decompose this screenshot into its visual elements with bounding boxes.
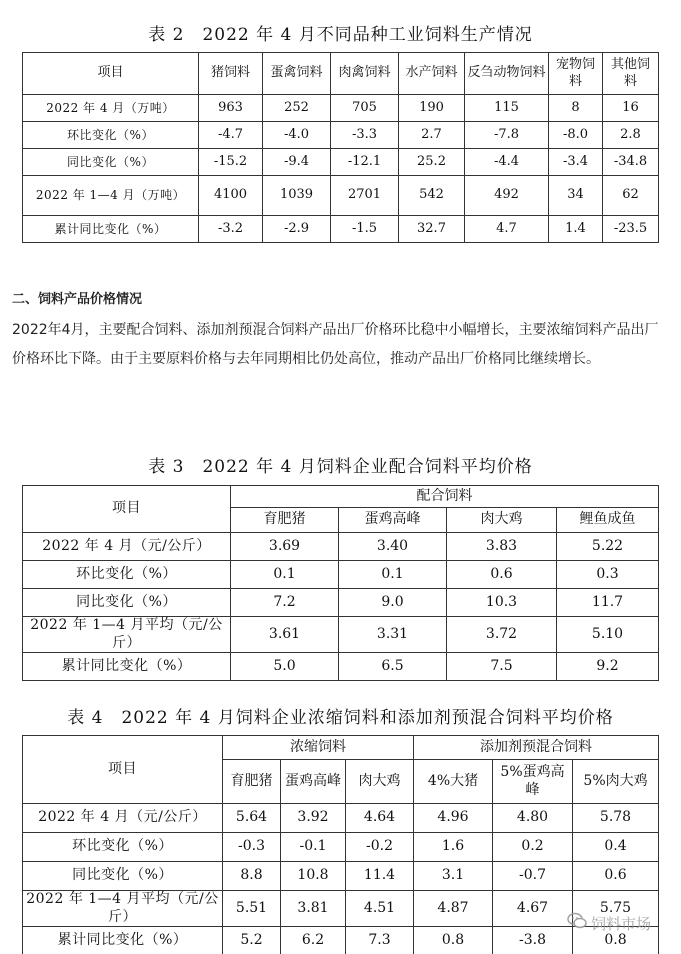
table-cell: 5.75 <box>573 891 659 927</box>
table-cell: -0.2 <box>346 833 414 862</box>
table-cell: -34.8 <box>603 149 659 176</box>
table-cell: 0.8 <box>573 927 659 954</box>
row-label: 2022 年 4 月（元/公斤） <box>23 533 231 561</box>
table-row <box>23 216 659 243</box>
row-label: 2022 年 4 月（万吨） <box>23 95 199 122</box>
table-cell: 62 <box>603 176 659 216</box>
table4-group-header: 浓缩饲料 <box>223 736 414 760</box>
table-cell: 492 <box>465 176 549 216</box>
table-cell: 3.81 <box>281 891 346 927</box>
table-cell: -12.1 <box>331 149 399 176</box>
table-cell: 7.3 <box>346 927 414 954</box>
table-cell: 25.2 <box>399 149 465 176</box>
table-cell: -7.8 <box>465 122 549 149</box>
table3 <box>22 485 659 681</box>
table-cell: 11.4 <box>346 862 414 891</box>
table-cell: 3.92 <box>281 804 346 833</box>
table-cell: 1039 <box>263 176 331 216</box>
table-cell: 5.51 <box>223 891 281 927</box>
table-row <box>23 561 659 589</box>
table3-item-header: 项目 <box>23 486 231 533</box>
watermark-text: 饲料市场 <box>591 914 652 933</box>
table3-subheader: 育肥猪 <box>231 508 339 533</box>
table-cell: 4.51 <box>346 891 414 927</box>
table4-group-header: 添加剂预混合饲料 <box>414 736 659 760</box>
table-row <box>23 927 659 954</box>
table-cell: 3.1 <box>414 862 493 891</box>
table2-header-cell: 水产饲料 <box>399 53 465 95</box>
table-cell: 705 <box>331 95 399 122</box>
table4-group-row <box>23 736 659 760</box>
row-label: 同比变化（%） <box>23 862 223 891</box>
table2-header-row <box>23 53 659 95</box>
table-row <box>23 533 659 561</box>
table-cell: -3.8 <box>493 927 573 954</box>
table-cell: 542 <box>399 176 465 216</box>
table-cell: 4.64 <box>346 804 414 833</box>
table4-caption: 表 4 2022 年 4 月饲料企业浓缩饲料和添加剂预混合饲料平均价格 <box>67 708 614 728</box>
table2 <box>22 52 659 243</box>
table-cell: 3.61 <box>231 617 339 653</box>
table3-group-header: 配合饲料 <box>231 486 659 508</box>
row-label: 环比变化（%） <box>23 561 231 589</box>
table-cell: -4.7 <box>199 122 263 149</box>
table-cell: 0.1 <box>339 561 447 589</box>
table-cell: -0.3 <box>223 833 281 862</box>
watermark <box>567 912 651 934</box>
table2-header-cell: 反刍动物饲料 <box>465 53 549 95</box>
table-cell: -2.9 <box>263 216 331 243</box>
table-row <box>23 891 659 927</box>
table-cell: -3.2 <box>199 216 263 243</box>
table-cell: 32.7 <box>399 216 465 243</box>
table-cell: 9.0 <box>339 589 447 617</box>
table-cell: -23.5 <box>603 216 659 243</box>
row-label: 2022 年 1—4 月平均（元/公斤） <box>23 891 223 927</box>
table4-subheader: 5%蛋鸡高峰 <box>493 760 573 804</box>
table-cell: -8.0 <box>549 122 603 149</box>
table-row <box>23 149 659 176</box>
wechat-icon <box>567 912 587 934</box>
table-cell: 0.8 <box>414 927 493 954</box>
table-cell: 4.7 <box>465 216 549 243</box>
table-cell: 5.78 <box>573 804 659 833</box>
table-cell: 0.4 <box>573 833 659 862</box>
table4-subheader: 4%大猪 <box>414 760 493 804</box>
table-cell: 0.1 <box>231 561 339 589</box>
table-cell: 5.0 <box>231 653 339 681</box>
table-cell: 252 <box>263 95 331 122</box>
table4-subheader: 肉大鸡 <box>346 760 414 804</box>
table-cell: 4.96 <box>414 804 493 833</box>
row-label: 同比变化（%） <box>23 149 199 176</box>
table-cell: -4.4 <box>465 149 549 176</box>
section-heading: 二、饲料产品价格情况 <box>12 292 143 307</box>
table3-group-row <box>23 486 659 508</box>
table-row <box>23 804 659 833</box>
table-cell: 1.6 <box>414 833 493 862</box>
row-label: 环比变化（%） <box>23 833 223 862</box>
table-cell: 2.8 <box>603 122 659 149</box>
table-cell: 4.87 <box>414 891 493 927</box>
table-cell: -3.3 <box>331 122 399 149</box>
table-cell: 3.31 <box>339 617 447 653</box>
table-cell: 1.4 <box>549 216 603 243</box>
table-cell: -4.0 <box>263 122 331 149</box>
table2-header-cell: 宠物饲料 <box>549 53 603 95</box>
table-row <box>23 122 659 149</box>
table-row <box>23 617 659 653</box>
table2-header-cell: 肉禽饲料 <box>331 53 399 95</box>
table-row <box>23 95 659 122</box>
table-cell: -1.5 <box>331 216 399 243</box>
table-cell: 4100 <box>199 176 263 216</box>
row-label: 2022 年 4 月（元/公斤） <box>23 804 223 833</box>
table-cell: -0.7 <box>493 862 573 891</box>
table-cell: 11.7 <box>557 589 659 617</box>
table-cell: 8.8 <box>223 862 281 891</box>
table-cell: 0.3 <box>557 561 659 589</box>
table-row <box>23 833 659 862</box>
section-paragraph: 2022年4月，主要配合饲料、添加剂预混合饲料产品出厂价格环比稳中小幅增长，主要浓缩饲料产品出厂价格环比下降。由于主要原料价格与去年同期相比仍处高位，推动产品出厂价格同比继续增长。 <box>12 322 659 367</box>
table4-item-header: 项目 <box>23 736 223 804</box>
table-cell: 3.69 <box>231 533 339 561</box>
row-label: 环比变化（%） <box>23 122 199 149</box>
table-cell: -15.2 <box>199 149 263 176</box>
table4-subheader: 5%肉大鸡 <box>573 760 659 804</box>
table3-subheader: 鲤鱼成鱼 <box>557 508 659 533</box>
table-cell: 8 <box>549 95 603 122</box>
table-cell: 0.2 <box>493 833 573 862</box>
table4-subheader: 育肥猪 <box>223 760 281 804</box>
table-cell: 190 <box>399 95 465 122</box>
table-cell: 7.5 <box>447 653 557 681</box>
table-cell: 5.64 <box>223 804 281 833</box>
table-cell: 115 <box>465 95 549 122</box>
table-cell: 10.3 <box>447 589 557 617</box>
table4-subheader: 蛋鸡高峰 <box>281 760 346 804</box>
table-cell: 3.83 <box>447 533 557 561</box>
table-cell: 0.6 <box>573 862 659 891</box>
row-label: 同比变化（%） <box>23 589 231 617</box>
table-cell: 7.2 <box>231 589 339 617</box>
table-cell: 0.6 <box>447 561 557 589</box>
table-cell: 4.80 <box>493 804 573 833</box>
row-label: 2022 年 1—4 月平均（元/公斤） <box>23 617 231 653</box>
table-cell: -3.4 <box>549 149 603 176</box>
table-cell: 5.10 <box>557 617 659 653</box>
table-cell: 5.22 <box>557 533 659 561</box>
table-cell: 6.2 <box>281 927 346 954</box>
table-cell: 2.7 <box>399 122 465 149</box>
table2-header-cell: 猪饲料 <box>199 53 263 95</box>
table-cell: 9.2 <box>557 653 659 681</box>
table-cell: -0.1 <box>281 833 346 862</box>
table-cell: -9.4 <box>263 149 331 176</box>
table-cell: 3.72 <box>447 617 557 653</box>
table-cell: 16 <box>603 95 659 122</box>
table4 <box>22 735 659 954</box>
row-label: 2022 年 1—4 月（万吨） <box>23 176 199 216</box>
table2-header-cell: 蛋禽饲料 <box>263 53 331 95</box>
row-label: 累计同比变化（%） <box>23 653 231 681</box>
table2-caption: 表 2 2022 年 4 月不同品种工业饲料生产情况 <box>148 25 533 45</box>
table3-subheader: 肉大鸡 <box>447 508 557 533</box>
table-cell: 5.2 <box>223 927 281 954</box>
table-cell: 4.67 <box>493 891 573 927</box>
table3-caption: 表 3 2022 年 4 月饲料企业配合饲料平均价格 <box>148 457 533 477</box>
table-row <box>23 589 659 617</box>
table-cell: 3.40 <box>339 533 447 561</box>
row-label: 累计同比变化（%） <box>23 927 223 954</box>
table-cell: 34 <box>549 176 603 216</box>
table-cell: 2701 <box>331 176 399 216</box>
table-row <box>23 176 659 216</box>
table3-subheader: 蛋鸡高峰 <box>339 508 447 533</box>
table-row <box>23 653 659 681</box>
row-label: 累计同比变化（%） <box>23 216 199 243</box>
table2-header-cell: 其他饲料 <box>603 53 659 95</box>
table-cell: 6.5 <box>339 653 447 681</box>
table-cell: 963 <box>199 95 263 122</box>
table-row <box>23 862 659 891</box>
table-cell: 10.8 <box>281 862 346 891</box>
table2-header-cell: 项目 <box>23 53 199 95</box>
